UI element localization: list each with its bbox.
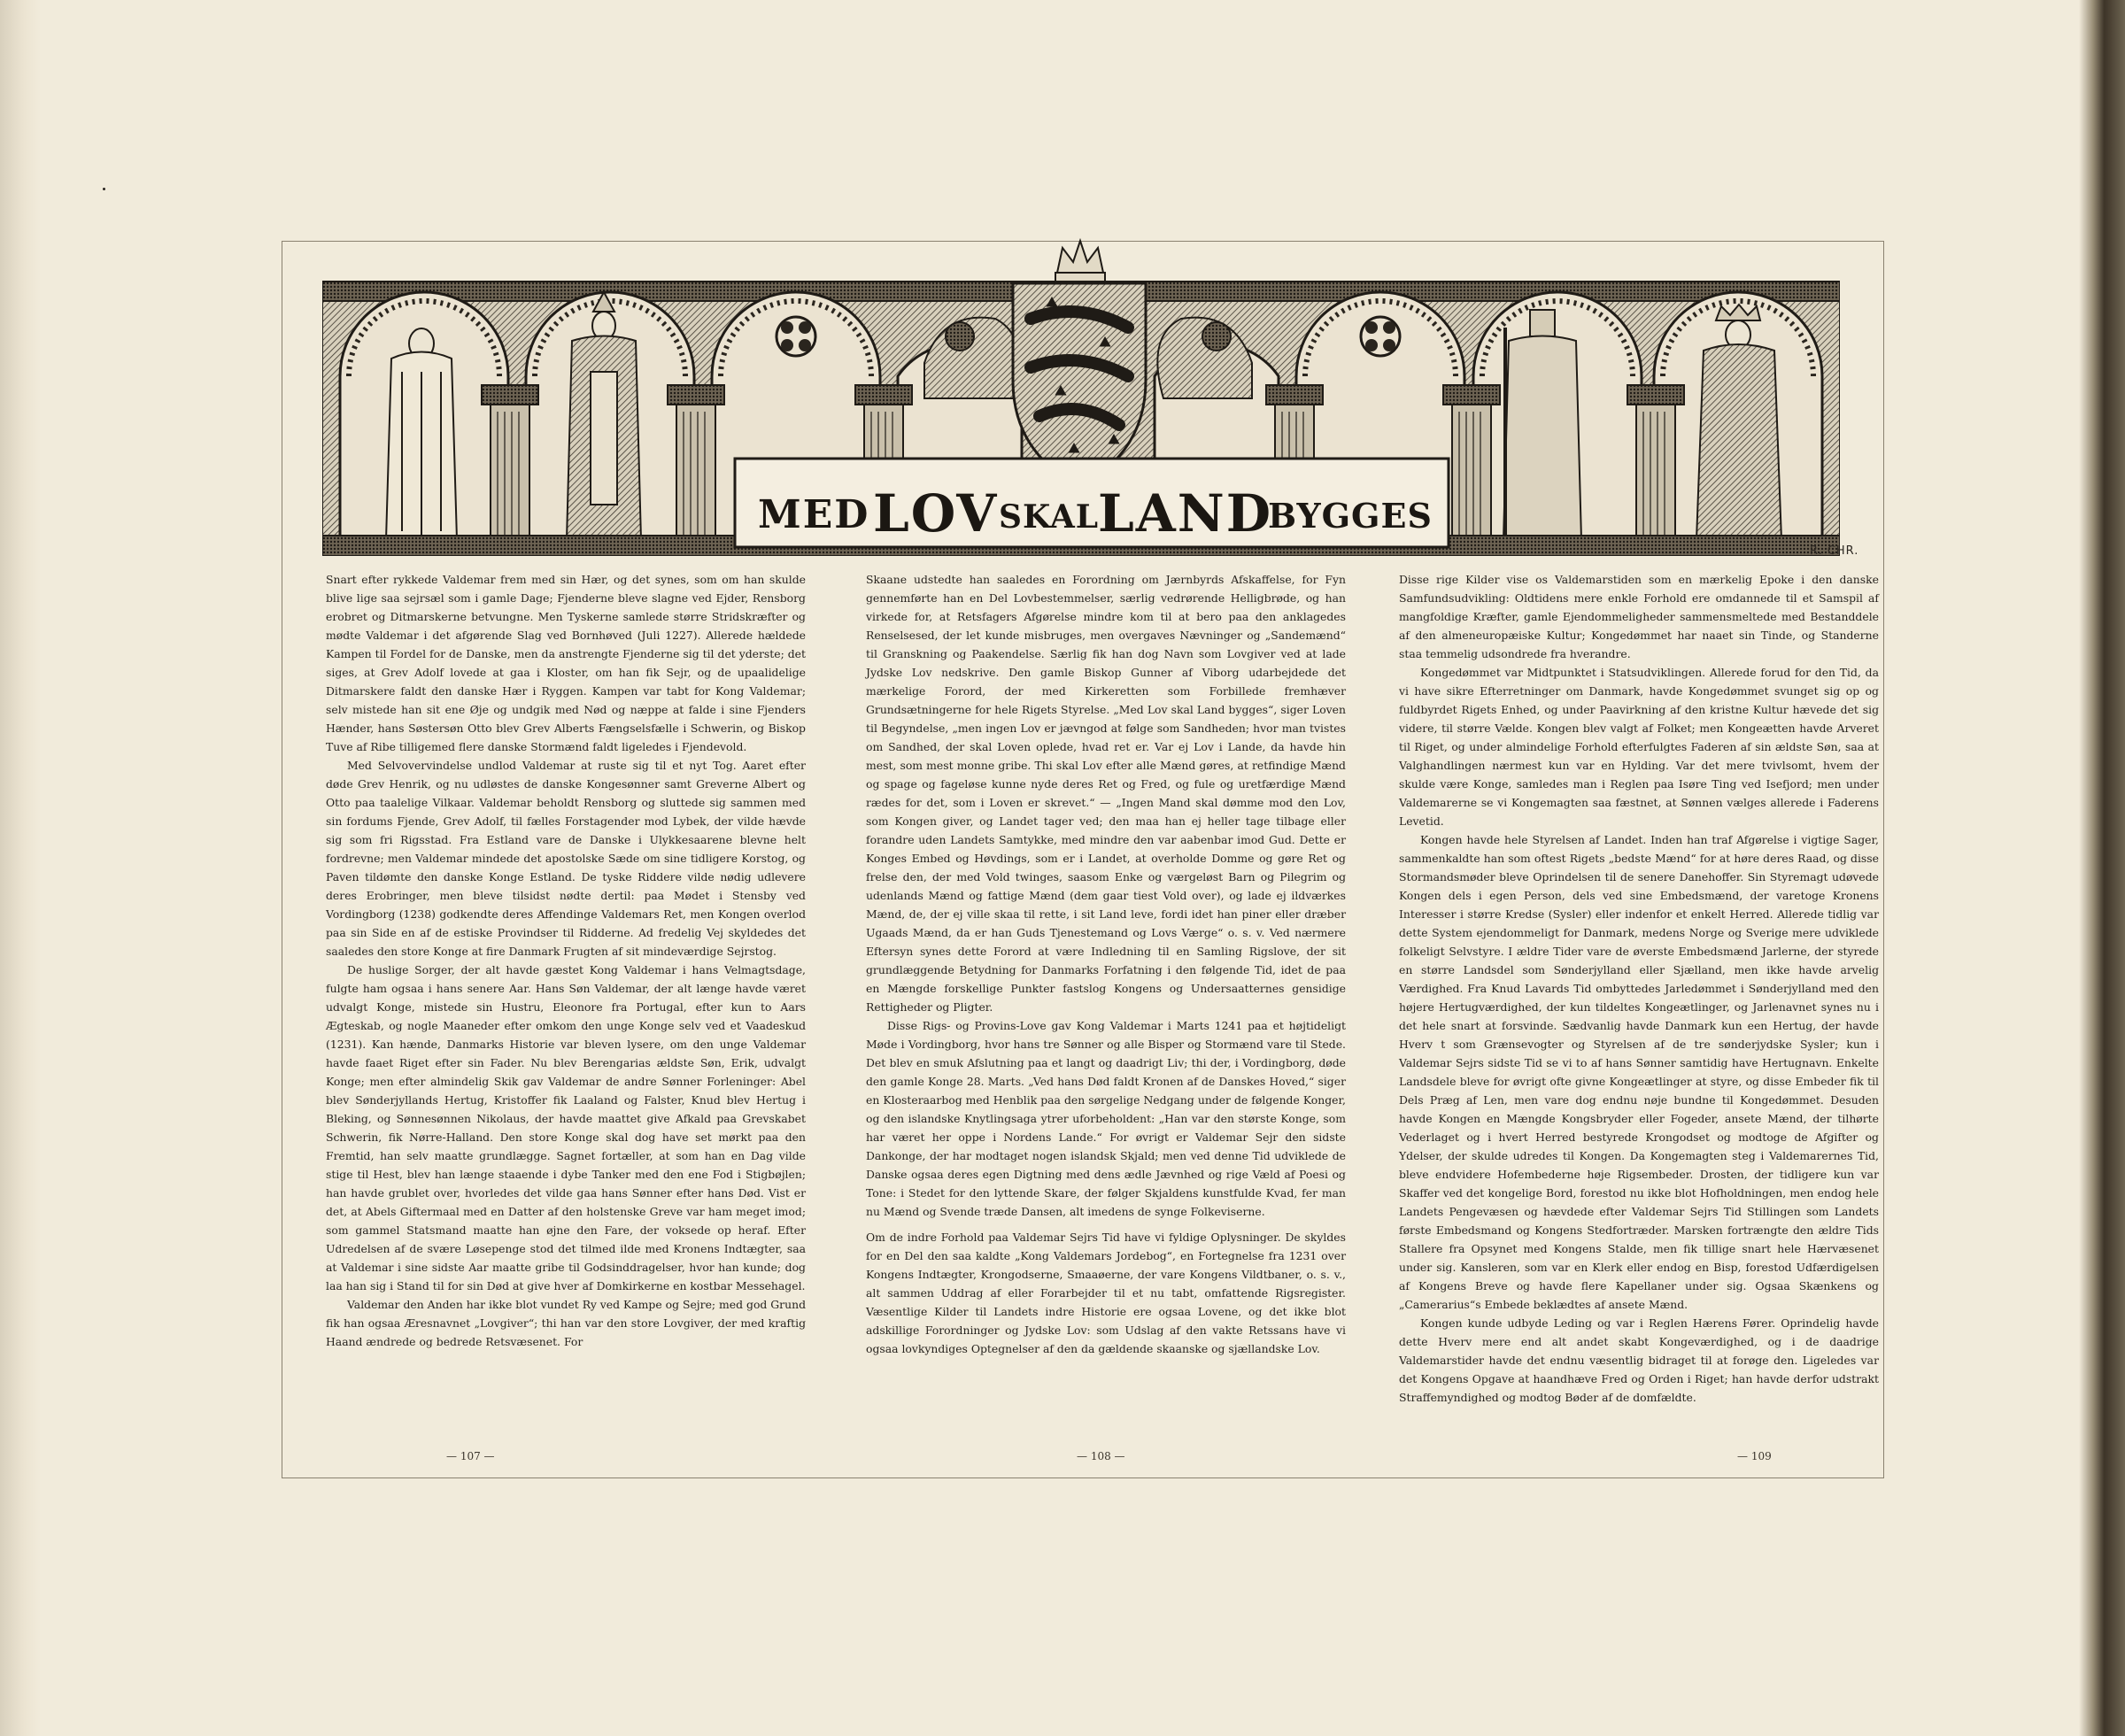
page-number-left: — 107 — <box>446 1450 495 1462</box>
paragraph: Med Selvovervindelse undlod Valdemar at ruste sig til et nyt Tog. Aaret efter døde Grev Henrik, og nu udløstes de danske Kongesønner samt Greverne Albert og Otto paa taalelige Vilkaar. Valdemar beholdt Rensborg og sluttede sig sammen med sin fordums Fjende, Grev Adolf, til fælles Forstagender mod Lybek, der vilde hævde sig som fri Rigsstad. Fra Estland vare de Danske i Ulykkesaarene blevne helt fordrevne; men Valdemar mindede det apostolske Sæde om sine tidligere Korstog, og Paven tildømte den danske Konge Estland. De tyske Riddere vilde nødig udlevere deres Erobringer, men bleve tilsidst nødte dertil: paa Mødet i Stensby ved Vordingborg (1238) godkendte deres Affendinge Valdemars Ret, men Kongen overlod paa sin Side en af de estiske Provindser til Ridderne. Ad fredelig Vej skyldedes det saaledes den store Konge at fire Danmark Frugten af sit mindeværdige Sejrstog. <box>326 759 806 958</box>
paragraph: Kongen havde hele Styrelsen af Landet. Inden han traf Afgørelse i vigtige Sager, sammenkaldte han som oftest Rigets „bedste Mænd“ for at høre deres Raad, og disse Stormandsmøder bleve Oprindelsen til de senere Danehoffer. Sin Styremagt udøvede Kongen dels i egen Person, dels ved sine Embedsmænd, der varetoge Kronens Interesser i større Kredse (Sysler) eller indenfor et enkelt Herred. Allerede tidlig var dette System ejendommeligt for Danmark, medens Norge og Sverige mere udviklede folkeligt Selvstyre. I ældre Tider vare de øverste Embedsmænd Jarlerne, der styrede en større Landsdel som Sønderjylland eller Sjælland, men ikke havde arvelig Værdighed. Fra Knud Lavards Tid ombyttedes Jarledømmet i Sønderjylland med den højere Hertugværdighed, der kun tildeltes Kongeætlinger, og Jarlenavnet synes nu i det hele snart at forsvinde. Sædvanlig havde Danmark kun een Hertug, der havde Hverv t som Grænsevogter og Styrelsen af de tre sønderjydske Sysler; kun i Valdemar Sejrs sidste Tid se vi to af hans Sønner samtidig have Hertugnavn. Enkelte Landsdele bleve for øvrigt ofte givne Kongeætlinger at styre, og disse Embeder fik til Dels Præg af Len, men vare dog endnu nøje bundne til Kongedømmet. Desuden havde Kongen en Mængde Kongsbryder eller Fogeder, ansete Mænd, der tilhørte Vederlaget og i hvert Herred bestyrede Krongodset og modtoge de Afgifter og Ydelser, der skulde udredes til Kongen. Da Kongemagten steg i Valdemarernes Tid, bleve endvidere Hofembederne høje Rigsembeder. Drosten, der tidligere kun var Skaffer ved det kongelige Bord, forestod nu ikke blot Hofholdningen, men endog hele Landets Pengevæsen og hævdede efter Valdemar Sejrs Tid Stillingen som Landets første Embedsmand og Kongens Stedfortræder. Marsken fortrængte den ældre Tids Stallere fra Opsynet med Kongens Stalde, men fik tillige snart hele Hærvæsenet under sig. Kansleren, som var en Klerk eller endog en Bisp, forestod Udfærdigelsen af Kongens Breve og havde flere Kapellaner under sig. Ogsaa Skænkens og „Camerarius“s Embede beklædtes af ansete Mænd. <box>1399 833 1879 1311</box>
paragraph: Disse Rigs- og Provins-Love gav Kong Valdemar i Marts 1241 paa et højtideligt Møde i Vordingborg, hvor hans tre Sønner og alle Bisper og Stormænd vare til Stede. Det blev en smuk Afslutning paa et langt og daadrigt Liv; thi der, i Vordingborg, døde den gamle Konge 28. Marts. „Ved hans Død faldt Kronen af de Danskes Hoved,“ siger en Klosteraarbog med Henblik paa den sørgelige Nedgang under de følgende Konger, og den islandske Knytlingsaga ytrer uforbeholdent: „Han var den største Konge, som har været her oppe i Nordens Lande.“ For øvrigt er Valdemar Sejr den sidste Dankonge, der har modtaget nogen islandsk Skjald; men ved denne Tid udviklede de Danske ogsaa deres egen Digtning med dens ædle Jævnhed og rige Væld af Poesi og Tone: i Stedet for den lyttende Skare, der følger Skjaldens kunstfulde Kvad, fer man nu Mænd og Svende træde Dansen, alt imedens de synge Folkeviserne. <box>866 1019 1346 1218</box>
binding-edge-left <box>0 0 41 1736</box>
paragraph: Om de indre Forhold paa Valdemar Sejrs Tid have vi fyldige Oplysninger. De skyldes for en Del den saa kaldte „Kong Valdemars Jordebog“, en Fortegnelse fra 1231 over Kongens Indtægter, Krongodserne, Smaaøerne, der vare Kongens Vildtbaner, o. s. v., alt sammen Uddrag af eller Forarbejder til et nu tabt, omfattende Rigsregister. Væsentlige Kilder til Landets indre Historie ere ogsaa Lovene, og det ikke blot adskillige Forordninger og Jydske Lov: som Udslag af den vakte Retssans have vi ogsaa lovkyndiges Optegnelser af den da gældende skaanske og sjællandske Lov. <box>866 1231 1346 1355</box>
motto-word-3: SKAL <box>999 498 1100 536</box>
motto-word-4: LAND <box>1098 483 1273 544</box>
paragraph: Snart efter rykkede Valdemar frem med sin Hær, og det synes, som om han skulde blive lige saa sejrsæl som i gamle Dage; Fjenderne bleve slagne ved Ejder, Rensborg erobret og Ditmarskerne betvungne. Men Tyskerne samlede større Stridskræfter og mødte Valdemar i det afgørende Slag ved Bornhøved (Juli 1227). Allerede hældede Kampen til Fordel for de Danske, men da anstrengte Fjenderne sig til det yderste; det siges, at Grev Adolf lovede at gaa i Kloster, om han fik Sejr, og de upaalidelige Ditmarskere faldt den danske Hær i Ryggen. Kampen var tabt for Kong Valdemar; selv mistede han sit ene Øje og undgik med Nød og næppe at falde i sine Fjenders Hænder, hans Søstersøn Otto blev Grev Alberts Fængselsfælle i Schwerin, og Biskop Tuve af Ribe tilligemed flere danske Stormænd faldt ligeledes i Fjendevold. <box>326 573 806 753</box>
motto-word-5: BYGGES <box>1268 496 1433 536</box>
figure-monk <box>386 328 457 540</box>
paragraph: Valdemar den Anden har ikke blot vundet Ry ved Kampe og Sejre; med god Grund fik han ogsaa Æresnavnet „Lovgiver“; thi han var den store Lovgiver, der med kraftig Haand ændrede og bedrede Retsvæsenet. For <box>326 1298 806 1348</box>
paragraph: Skaane udstedte han saaledes en Forordning om Jærnbyrds Afskaffelse, for Fyn gennemførte han en Del Lovbestemmelser, særlig vedrørende Helligbrøde, og han virkede for, at Retsfagers Afgørelse mindre kom til at bero paa den anklagedes Renselsesed, der let kunde misbruges, men overgaves Nævninger og „Sandemænd“ til Granskning og Paakendelse. Særlig fik han dog Navn som Lovgiver ved at lade Jydske Lov nedskrive. Den gamle Biskop Gunner af Viborg udarbejdede det mærkelige Forord, der med Kirkeretten som Forbillede fremhæver Grundsætningerne for hele Rigets Styrelse. „Med Lov skal Land bygges“, siger Loven til Begyndelse, „men ingen Lov er jævngod at følge som Sandheden; hvor man tvistes om Sandhed, der skal Loven oplede, hvad ret er. Var ej Lov i Lande, da havde hin mest, som mest monne gribe. Thi skal Lov efter alle Mænd gøres, at retfindige Mænd og spage og fageløse kunne nyde deres Ret og Fred, og fule og uretfærdige Mænd rædes for det, som i Loven er skrevet.“ — „Ingen Mand skal dømme mod den Lov, som Kongen giver, og Landet tager ved; den maa han ej heller tage tilbage eller forandre uden Landets Samtykke, med mindre den var aabenbar imod Gud. Dette er Konges Embed og Høvdings, som er i Landet, at overholde Domme og gøre Ret og frelse den, der med Vold twinges, saasom Enke og værgeløst Barn og Pilegrim og udenlands Mænd og fattige Mænd (dem gaar tiest Vold over), og lade ej ildværkes Mænd, de, der ej ville skaa til rette, i sit Land leve, fordi idet han piner eller dræber Ugaads Mænd, da er han Guds Tjenestemand og Lovs Værge“ o. s. v. Ved nærmere Eftersyn synes dette Forord at være Indledning til en Samling Rigslove, der sit grundlæggende Betydning for Danmarks Forfatning i den følgende Tid, idet de paa en Mængde forskellige Punkter fastslog Kongens og Undersaatternes gensidige Rettigheder og Pligter. <box>866 573 1346 1014</box>
motto-word-2: LOV <box>873 483 999 544</box>
ink-speck <box>103 188 105 190</box>
paragraph: Disse rige Kilder vise os Valdemarstiden som en mærkelig Epoke i den danske Samfundsudvikling: Oldtidens mere enkle Forhold ere omdannede til et Samspil af mangfoldige Kræfter, gamle Ejendommeligheder sammensmeltede med Bestanddele af den almeneuropæiske Kultur; Kongedømmet har naaet sin Tinde, og Standerne staa temmelig udsondrede fra hverandre. <box>1399 573 1879 660</box>
page-number-right: — 109 <box>1737 1450 1772 1462</box>
motto-word-1: MED <box>758 492 870 537</box>
page-number-value: 108 <box>1090 1450 1111 1462</box>
paragraph: De huslige Sorger, der alt havde gæstet Kong Valdemar i hans Velmagtsdage, fulgte ham ogsaa i hans senere Aar. Hans Søn Valdemar, der alt længe havde været udvalgt Konge, mistede sin Hustru, Eleonore fra Portugal, efter kun to Aars Ægteskab, og nogle Maaneder efter omkom den unge Konge selv ved et Vaadeskud (1231). Kan hænde, Danmarks Historie var bleven lysere, om den unge Valdemar havde faaet Riget efter sin Fader. Nu blev Berengarias ældste Søn, Erik, udvalgt Konge; men efter almindelig Skik gav Valdemar de andre Sønner Forleninger: Abel blev Sønderjyllands Hertug, Kristoffer fik Laaland og Falster, Knud blev Hertug i Bleking, og Sønnesønnen Nikolaus, der havde maattet give Afkald paa Grevskabet Schwerin, fik Nørre-Halland. Den store Konge skal dog have set mørkt paa den Fremtid, han selv maatte grundlægge. Sagnet fortæller, at som han en Dag vilde stige til Hest, blev han længe staaende i dybe Tanker med den ene Fod i Stigbøjlen; han havde grublet over, hvorledes det vilde gaa hans Sønner efter hans Død. Vist er det, at Abels Giftermaal med en Datter af den holstenske Greve var ham meget imod; som gammel Statsmand maatte han øjne den Fare, der voksede op heraf. Efter Udredelsen af de svære Løsepenge stod det tilmed ilde med Kronens Indtægter, saa at Valdemar i sine sidste Aar maatte gribe til Godsinddragelser, hvor han kunde; dog laa han sig i Stand til for sin Død at give hver af Domkirkerne en kostbar Messehagel. <box>326 963 806 1292</box>
text-column-left <box>326 570 806 1351</box>
page-number-middle: — 108 — <box>1077 1450 1125 1462</box>
figure-king <box>1503 310 1581 540</box>
crown-icon <box>1055 241 1105 282</box>
paragraph: Kongedømmet var Midtpunktet i Statsudviklingen. Allerede forud for den Tid, da vi have sikre Efterretninger om Danmark, havde Kongedømmet svunget sig op og fuldbyrdet Rigets Enhed, og under Paavirkning af den kristne Kultur hævede det sig videre, til større Vælde. Kongen blev valgt af Folket; men Kongeætten havde Arveret til Riget, og under almindelige Forhold efterfulgtes Faderen af sin ældste Søn, saa at Valghandlingen nærmest kun var en Hylding. Var det mere tvivlsomt, hvem der skulde være Konge, samledes man i Reglen paa Isøre Ting ved Isefjord; men under Valdemarerne se vi Kongemagten saa fæstnet, at Sønnen vælges allerede i Faderens Levetid. <box>1399 666 1879 828</box>
header-illustration <box>322 221 1840 556</box>
page-number-value: 107 <box>460 1450 481 1462</box>
text-column-right <box>1399 570 1879 1407</box>
page-number-value: 109 <box>1750 1450 1772 1462</box>
illustrator-signature: R. CHR. <box>1810 544 1859 558</box>
text-column-middle <box>866 570 1346 1358</box>
binding-edge-right <box>2079 0 2125 1736</box>
paragraph: Kongen kunde udbyde Leding og var i Reglen Hærens Fører. Oprindelig havde dette Hverv mere end alt andet skabt Kongeværdighed, og i de daadrige Valdemarstider havde det endnu væsentlig bidraget til at forøge den. Ligeledes var det Kongens Opgave at haandhæve Fred og Orden i Riget; han havde derfor udstrakt Straffemyndighed og modtog Bøder af de domfældte. <box>1399 1316 1879 1404</box>
